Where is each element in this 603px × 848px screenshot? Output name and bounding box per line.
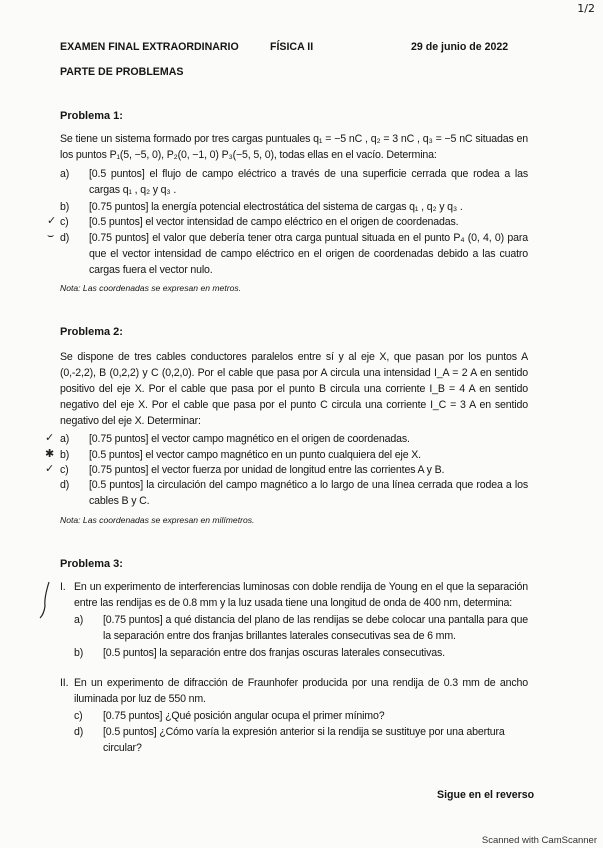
header-subject: FÍSICA II [270, 41, 314, 53]
problem-2-title: Problema 2: [60, 326, 123, 338]
problem-3-item-b [74, 645, 528, 661]
problem-3-title: Problema 3: [60, 558, 123, 570]
header-exam-title: EXAMEN FINAL EXTRAORDINARIO [60, 41, 239, 53]
problem-1-item-a [60, 166, 528, 198]
item-label: d) [60, 479, 70, 491]
problem-2-item-c [60, 462, 528, 478]
handwritten-check-icon: ✓ [45, 462, 55, 475]
item-text: [0.75 puntos] el valor que debería tener otra carga puntual situada en el punto P₄ (0, 4, 0) para que el vector intensidad de campo eléctrico en el origen de coordenadas debido a las cuatro cargas fuera el vector nulo. [89, 232, 528, 276]
handwritten-bracket-icon [38, 580, 52, 620]
section-title: PARTE DE PROBLEMAS [60, 66, 184, 78]
item-label: c) [74, 710, 83, 722]
handwritten-check-icon: ⌣ [47, 229, 55, 242]
item-text: En un experimento de difracción de Fraunhofer producida por una rendija de 0.3 mm de ancho iluminada por luz de 550 nm. [74, 677, 528, 705]
item-label: a) [60, 168, 70, 180]
problem-3-part-2 [60, 675, 528, 707]
item-text: [0.5 puntos] la circulación del campo magnético a lo largo de una línea cerrada que rodea a los cables B y C. [89, 479, 528, 507]
item-label: c) [60, 464, 69, 476]
item-label: b) [74, 647, 84, 659]
scanner-watermark: Scanned with CamScanner [481, 835, 597, 846]
item-text: [0.75 puntos] la energía potencial electrostática del sistema de cargas q₁ , q₂ y q₃ . [89, 201, 463, 213]
item-label: b) [60, 201, 70, 213]
item-label: I. [60, 581, 66, 593]
problem-1-item-b [60, 199, 528, 215]
item-text: En un experimento de interferencias luminosas con doble rendija de Young en el que la separación entre las rendijas es de 0.8 mm y la luz usada tiene una longitud de onda de 400 nm, determina: [74, 581, 528, 609]
item-text: [0.75 puntos] el vector campo magnético en el origen de coordenadas. [89, 433, 410, 445]
handwritten-check-icon: ✓ [47, 214, 57, 227]
problem-2-item-a [60, 431, 528, 447]
item-text: [0.5 puntos] el vector campo magnético en un punto cualquiera del eje X. [89, 449, 421, 461]
item-text: [0.75 puntos] el vector fuerza por unidad de longitud entre las corrientes A y B. [89, 464, 445, 476]
item-text: [0.75 puntos] ¿Qué posición angular ocupa el primer mínimo? [103, 710, 385, 722]
problem-2-item-b [60, 447, 528, 463]
problem-3-item-a [74, 612, 528, 644]
item-text: [0.5 puntos] la separación entre dos franjas oscuras laterales consecutivas. [103, 647, 445, 659]
handwritten-scribble-icon: ✱ [45, 447, 55, 460]
problem-2-statement: Se dispone de tres cables conductores paralelos entre sí y al eje X, que pasan por los puntos A (0,-2,2), B (0,2,2) y C (0,2,0). Por el cable que pasa por A circula una intensidad I_A = 2 A en sentido positivo del eje X. Por el cable que pasa por el punto B circula una corriente I_B = 4 A en sentido negativo del eje X. Por el cable que pasa por el punto C circula una corriente I_C = 3 A en sentido negativo del eje X. Determinar: [60, 351, 528, 427]
problem-1-note: Nota: Las coordenadas se expresan en metros. [60, 283, 242, 293]
problem-2-item-d [60, 477, 528, 509]
problem-1-title: Problema 1: [60, 110, 123, 122]
item-text: [0.5 puntos] el flujo de campo eléctrico a través de una superficie cerrada que rodea a las cargas q₁ , q₂ y q₃ . [89, 168, 528, 196]
problem-3-part-1 [60, 579, 528, 611]
item-text: [0.75 puntos] a qué distancia del plano de las rendijas se debe colocar una pantalla para que la separación entre dos franjas brillantes laterales consecutivas sea de 6 mm. [103, 614, 528, 642]
item-text: [0.5 puntos] ¿Cómo varía la expresión anterior si la rendija se sustituye por una abertura circular? [103, 726, 505, 754]
item-label: a) [60, 433, 70, 445]
problem-3-item-d [74, 724, 544, 756]
item-label: b) [60, 449, 70, 461]
problem-1-statement: Se tiene un sistema formado por tres cargas puntuales q₁ = −5 nC , q₂ = 3 nC , q₃ = −5 nC situadas en los puntos P₁(5, −5, 0), P₂(0, −1, 0) P₃(−5, 5, 0), todas ellas en el vacío. Determina: [60, 133, 528, 161]
problem-3-item-c [74, 708, 528, 724]
handwritten-check-icon: ✓ [45, 431, 55, 444]
item-text: [0.5 puntos] el vector intensidad de campo eléctrico en el origen de coordenadas. [89, 216, 459, 228]
footer-continue-note: Sigue en el reverso [437, 789, 535, 801]
item-label: d) [60, 232, 70, 244]
item-label: II. [60, 677, 69, 689]
problem-1-item-c [60, 214, 528, 230]
problem-2-note: Nota: Las coordenadas se expresan en milímetros. [60, 515, 255, 525]
item-label: a) [74, 614, 84, 626]
handwritten-page-number: 1/2 [577, 2, 595, 15]
item-label: d) [74, 726, 84, 738]
header-date: 29 de junio de 2022 [411, 41, 509, 53]
item-label: c) [60, 216, 69, 228]
problem-1-item-d [60, 230, 528, 278]
